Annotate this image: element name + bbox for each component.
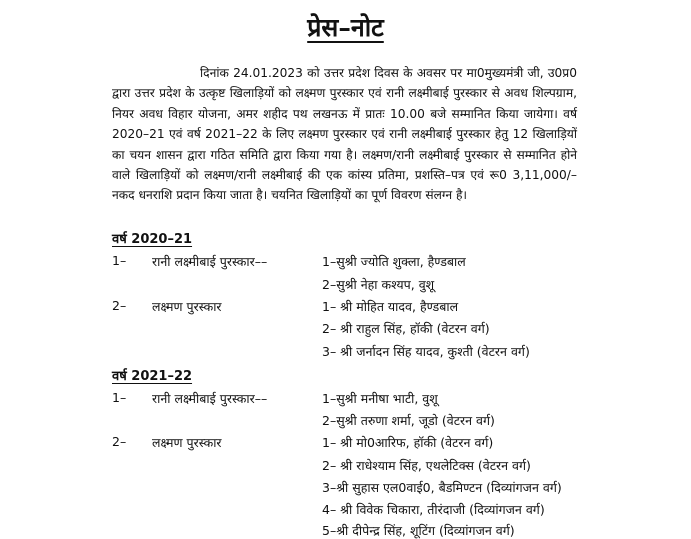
award-name: रानी लक्ष्मीबाई पुरस्कार–– [152,391,268,406]
year-heading: वर्ष 2020–21 [112,232,193,247]
winner-item: 1–सुश्री ज्योति शुक्ला, हैण्डबाल [322,254,466,269]
winner-item: 1– श्री मोहित यादव, हैण्डबाल [322,299,459,314]
winner-item: 2–सुश्री नेहा कश्यप, वुशू [322,277,435,292]
award-number: 1– [112,253,127,268]
winner-item: 1–सुश्री मनीषा भाटी, वुशू [322,391,438,406]
winner-item: 2–सुश्री तरुणा शर्मा, जूडो (वेटरन वर्ग) [322,413,495,428]
award-number: 1– [112,390,127,405]
winner-item: 4– श्री विवेक चिकारा, तीरंदाजी (दिव्यांगजन वर्ग) [322,502,545,517]
winner-item: 5–श्री दीपेन्द्र सिंह, शूटिंग (दिव्यांगजन वर्ग) [322,523,515,538]
award-name: रानी लक्ष्मीबाई पुरस्कार–– [152,254,268,269]
award-number: 2– [112,434,127,449]
year-heading: वर्ष 2021–22 [112,369,193,384]
winner-item: 2– श्री राहुल सिंह, हॉकी (वेटरन वर्ग) [322,321,490,336]
page-title: प्रेस–नोट [307,13,384,42]
award-name: लक्ष्मण पुरस्कार [152,435,222,450]
winner-item: 3– श्री जर्नादन सिंह यादव, कुश्ती (वेटरन वर्ग) [322,344,530,359]
award-number: 2– [112,298,127,313]
winner-item: 1– श्री मो0आरिफ, हॉकी (वेटरन वर्ग) [322,435,494,450]
award-name: लक्ष्मण पुरस्कार [152,299,222,314]
winner-item: 3–श्री सुहास एल0वाई0, बैडमिण्टन (दिव्यांगजन वर्ग) [322,480,562,495]
body-paragraph: दिनांक 24.01.2023 को उत्तर प्रदेश दिवस के अवसर पर मा0मुख्यमंत्री जी, उ0प्र0 द्वारा उत्तर प्रदेश के उत्कृष्ट खिलाड़ियों को लक्ष्मण पुरस्कार एवं रानी लक्ष्मीबाई पुरस्कार से अवध शिल्पग्राम, नियर अवध विहार योजना, अमर शहीद पथ लखनऊ में प्रातः 10.00 बजे सम्मानित किया जायेगा। वर्ष 2020–21 एवं वर्ष 2021–22 के लिए लक्ष्मण पुरस्कार एवं रानी लक्ष्मीबाई पुरस्कार हेतु 12 खिलाड़ियों का चयन शासन द्वारा गठित समिति द्वारा किया गया है। लक्ष्मण/रानी लक्ष्मीबाई पुरस्कार से सम्मानित होने वाले खिलाड़ियों को लक्ष्मण/रानी लक्ष्मीबाई की एक कांस्य प्रतिमा, प्रशस्ति–पत्र एवं रू0 3,11,000/– नकद धनराशि प्रदान किया जाता है। चयनित खिलाड़ियों का पूर्ण विवरण संलग्न है। [112,66,577,203]
winner-item: 2– श्री राधेश्याम सिंह, एथलेटिक्स (वेटरन वर्ग) [322,458,531,473]
